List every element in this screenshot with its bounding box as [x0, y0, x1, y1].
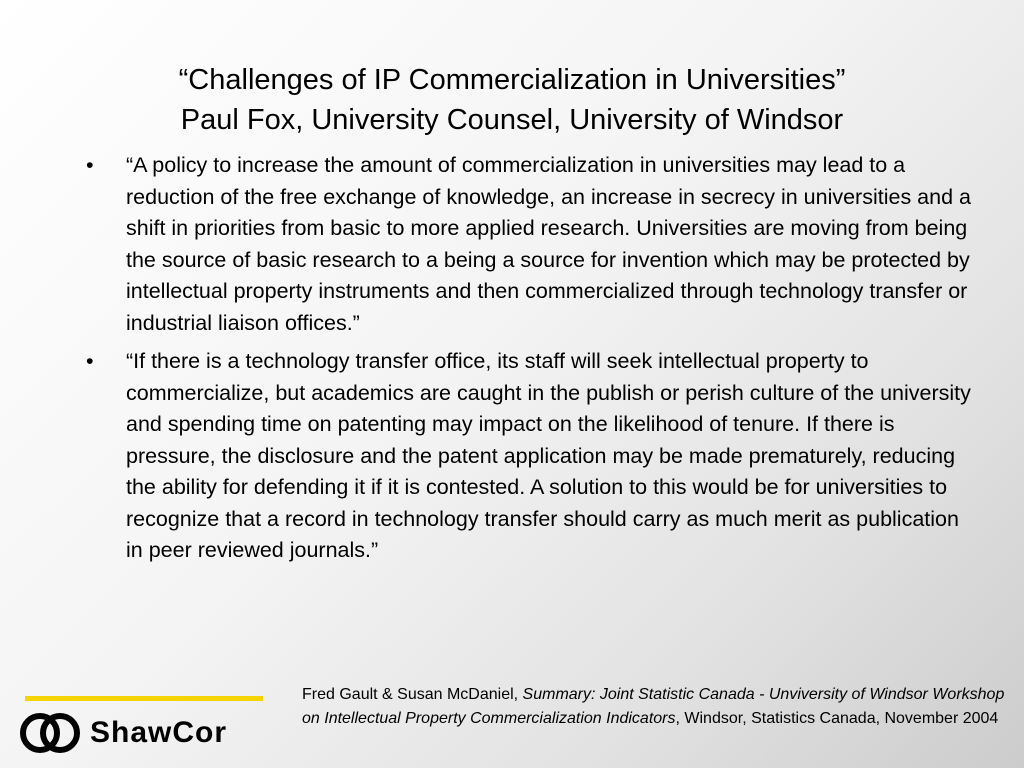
- citation-publisher: , Windsor, Statistics Canada, November 2004: [675, 710, 999, 727]
- citation-title: Summary: Joint Statistic Canada - Unviversity of Windsor Workshop on Intellectual Property Commercialization Indicators: [302, 686, 1005, 727]
- bullet-marker: •: [86, 153, 94, 177]
- bullet-text: “If there is a technology transfer office, its staff will seek intellectual property to commercialize, but academics are caught in the publish or perish culture of the university and spending time on patenting may impact on the likelihood of tenure. If there is pressure, the disclosure and the patent application may be made prematurely, reducing the ability for defending it if it is contested. A solution to this would be for universities to recognize that a record in technology transfer should carry as much merit as publication in peer reviewed journals.”: [126, 349, 971, 562]
- citation-authors: Fred Gault & Susan McDaniel,: [302, 686, 523, 703]
- slide-title: [0, 60, 1024, 140]
- shawcor-logo: [18, 710, 227, 756]
- citation: [302, 683, 1012, 731]
- bullet-text: “A policy to increase the amount of commercialization in universities may lead to a reduction of the free exchange of knowledge, an increase in secrecy in universities and a shift in priorities from basic to more applied research. Universities are moving from being the source of basic research to a being a source for invention which may be protected by intellectual property instruments and then commercialized through technology transfer or industrial liaison offices.”: [126, 153, 971, 335]
- bullet-list: [86, 150, 976, 574]
- logo-wordmark: ShawCor: [90, 716, 228, 749]
- logo-accent-bar: [25, 696, 263, 701]
- bullet-item: [86, 346, 976, 567]
- bullet-item: [86, 150, 976, 339]
- title-line-1: “Challenges of IP Commercialization in Universities”: [178, 64, 846, 96]
- shawcor-double-ring-icon: [18, 710, 82, 756]
- bullet-marker: •: [86, 349, 94, 373]
- title-line-2: Paul Fox, University Counsel, University of Windsor: [180, 104, 844, 136]
